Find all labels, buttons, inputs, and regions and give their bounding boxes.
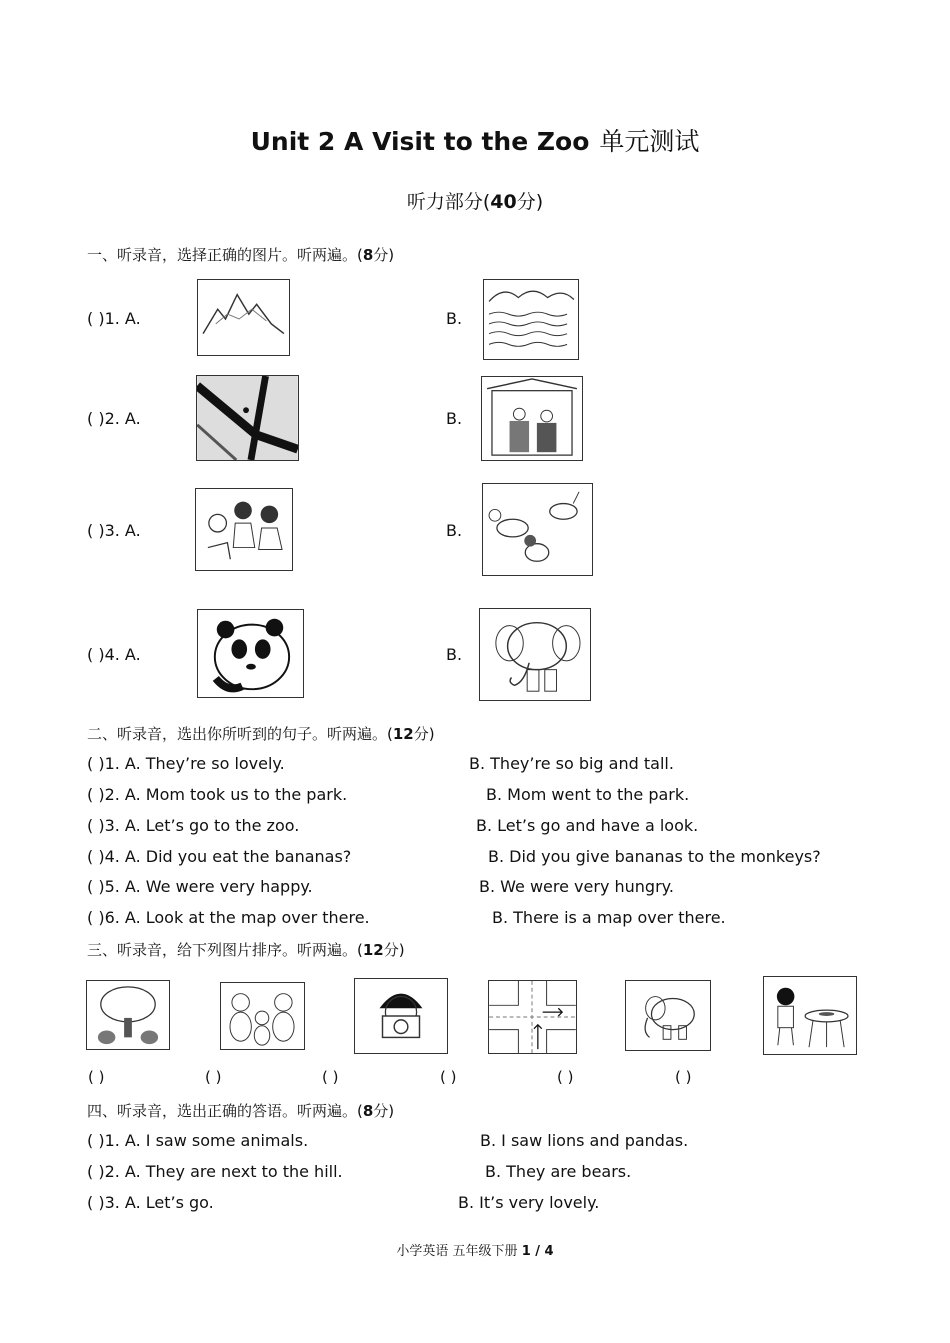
footer-text: 小学英语 五年级下册: [396, 1244, 522, 1259]
s4-q3-a: ( )3. A. Let’s go.: [87, 1193, 214, 1212]
order-blank-4[interactable]: ( ): [440, 1068, 457, 1086]
section2-score: 12: [392, 725, 414, 743]
section2-heading: [87, 723, 435, 744]
section2-heading-text: 二、听录音，选出你所听到的句子。听两遍。(: [87, 725, 393, 743]
subtitle-suffix: 分): [516, 191, 544, 213]
camera-boy-picture: [354, 978, 448, 1054]
s2-q2-a: ( )2. A. Mom took us to the park.: [87, 785, 348, 804]
page-title: [0, 122, 950, 158]
order-blank-5[interactable]: ( ): [557, 1068, 574, 1086]
section1-score: 8: [362, 246, 374, 264]
animals-picture: [482, 483, 593, 576]
girl-eating-picture: [763, 976, 857, 1055]
subtitle-prefix: 听力部分(: [406, 191, 491, 213]
page-number: 1 / 4: [521, 1244, 554, 1259]
crossroads-picture: [488, 980, 577, 1054]
s1-q2-label: ( )2. A.: [87, 409, 141, 428]
s4-q2-b: B. They are bears.: [485, 1162, 632, 1181]
section1-heading-text: 一、听录音，选择正确的图片。听两遍。(: [87, 246, 363, 264]
s1-q3-b: B.: [446, 521, 463, 540]
bear-family-picture: [220, 982, 305, 1050]
section1-heading-end: 分): [373, 246, 395, 264]
s2-q3-a: ( )3. A. Let’s go to the zoo.: [87, 816, 300, 835]
section2-heading-end: 分): [413, 725, 435, 743]
section3-heading-end: 分): [383, 941, 405, 959]
order-blank-3[interactable]: ( ): [322, 1068, 339, 1086]
s2-q1-a: ( )1. A. They’re so lovely.: [87, 754, 285, 773]
order-blank-6[interactable]: ( ): [675, 1068, 692, 1086]
s1-q4-label: ( )4. A.: [87, 645, 141, 664]
s2-q5-b: B. We were very hungry.: [479, 877, 674, 896]
panda-picture: [197, 609, 304, 698]
s2-q2-b: B. Mom went to the park.: [486, 785, 690, 804]
s4-q2-a: ( )2. A. They are next to the hill.: [87, 1162, 343, 1181]
section3-heading: [87, 939, 405, 960]
title-english: Unit 2 A Visit to the Zoo: [250, 127, 590, 156]
section4-heading-text: 四、听录音，选出正确的答语。听两遍。(: [87, 1102, 363, 1120]
page-footer: [0, 1240, 950, 1259]
elephant-picture: [479, 608, 591, 701]
small-elephant-picture: [625, 980, 711, 1051]
s1-q1-b: B.: [446, 309, 463, 328]
s2-q5-a: ( )5. A. We were very happy.: [87, 877, 313, 896]
section3-score: 12: [362, 941, 384, 959]
order-blank-1[interactable]: ( ): [88, 1068, 105, 1086]
tree-bears-picture: [86, 980, 170, 1050]
s2-q6-b: B. There is a map over there.: [492, 908, 726, 927]
order-blank-2[interactable]: ( ): [205, 1068, 222, 1086]
section3-heading-text: 三、听录音，给下列图片排序。听两遍。(: [87, 941, 363, 959]
theater-picture: [481, 376, 583, 461]
mountains-picture: [197, 279, 290, 356]
section4-heading-end: 分): [373, 1102, 395, 1120]
s2-q4-a: ( )4. A. Did you eat the bananas?: [87, 847, 352, 866]
s4-q1-a: ( )1. A. I saw some animals.: [87, 1131, 309, 1150]
s2-q3-b: B. Let’s go and have a look.: [476, 816, 699, 835]
s1-q3-label: ( )3. A.: [87, 521, 141, 540]
s2-q4-b: B. Did you give bananas to the monkeys?: [488, 847, 821, 866]
subtitle-score: 40: [490, 191, 517, 213]
section4-heading: [87, 1100, 394, 1121]
s2-q6-a: ( )6. A. Look at the map over there.: [87, 908, 370, 927]
s1-q1-label: ( )1. A.: [87, 309, 141, 328]
s1-q4-b: B.: [446, 645, 463, 664]
section1-heading: [87, 244, 394, 265]
s4-q1-b: B. I saw lions and pandas.: [480, 1131, 689, 1150]
section4-score: 8: [362, 1102, 374, 1120]
listening-part-heading: [0, 187, 950, 214]
s4-q3-b: B. It’s very lovely.: [458, 1193, 600, 1212]
title-chinese: 单元测试: [599, 127, 700, 156]
s1-q2-b: B.: [446, 409, 463, 428]
children-picture: [195, 488, 293, 571]
s2-q1-b: B. They’re so big and tall.: [469, 754, 674, 773]
map-picture: [196, 375, 299, 461]
river-picture: [483, 279, 579, 360]
